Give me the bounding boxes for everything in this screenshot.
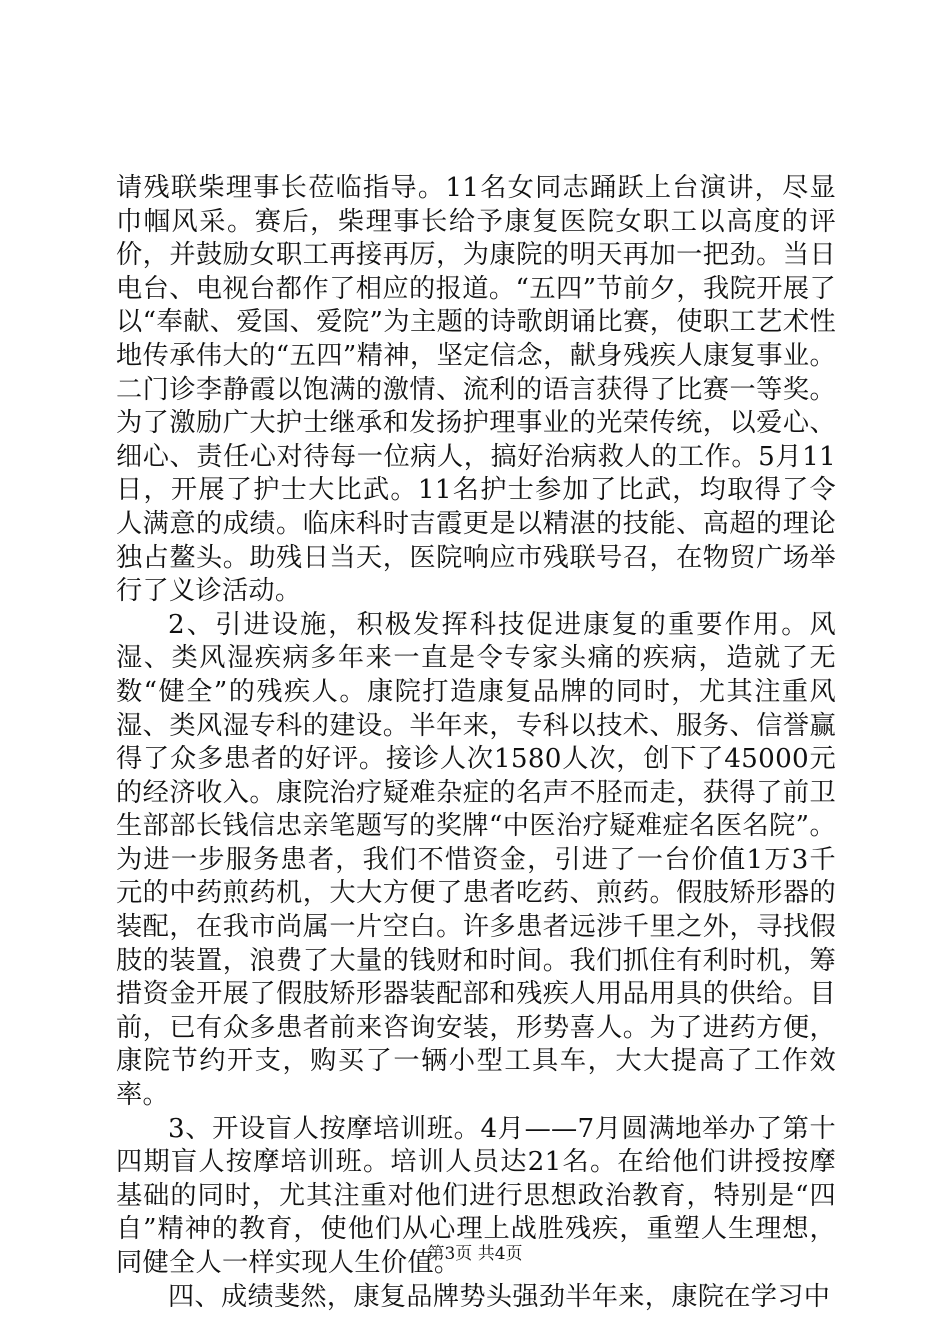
paragraph-1: 请残联柴理事长莅临指导。11名女同志踊跃上台演讲，尽显巾帼风采。赛后，柴理事长给予康复医院女职工以高度的评价，并鼓励女职工再接再厉，为康院的明天再加一把劲。当日电台、电视台都作了相应的报道。“五四”节前夕，我院开展了以“奉献、爱国、爱院”为主题的诗歌朗诵比赛，使职工艺术性地传承伟大的“五四”精神，坚定信念，献身残疾人康复事业。二门诊李静霞以饱满的激情、流利的语言获得了比赛一等奖。为了激励广大护士继承和发扬护理事业的光荣传统，以爱心、细心、责任心对待每一位病人，搞好治病救人的工作。5月11日，开展了护士大比武。11名护士参加了比武，均取得了令人满意的成绩。临床科时吉霞更是以精湛的技能、高超的理论独占鳌头。助残日当天，医院响应市残联号召，在物贸广场举行了义诊活动。 (116, 173, 836, 607)
paragraph-2: 2、引进设施，积极发挥科技促进康复的重要作用。风湿、类风湿疾病多年来一直是令专家头痛的疾病，造就了无数“健全”的残疾人。康院打造康复品牌的同时，尤其注重风湿、类风湿专科的建设。半年来，专科以技术、服务、信誉赢得了众多患者的好评。接诊人次1580人次，创下了45000元的经济收入。康院治疗疑难杂症的名声不胫而走，获得了前卫生部部长钱信忠亲笔题写的奖牌“中医治疗疑难症名医名院”。为进一步服务患者，我们不惜资金，引进了一台价值1万3千元的中药煎药机，大大方便了患者吃药、煎药。假肢矫形器的装配，在我市尚属一片空白。许多患者远涉千里之外，寻找假肢的装置，浪费了大量的钱财和时间。我们抓住有利时机，筹措资金开展了假肢矫形器装配部和残疾人用品用具的供给。目前，已有众多患者前来咨询安装，形势喜人。为了进药方便，康院节约开支，购买了一辆小型工具车，大大提高了工作效率。 (116, 609, 836, 1111)
body-text (116, 172, 836, 1314)
paragraph-3: 3、开设盲人按摩培训班。4月——7月圆满地举办了第十四期盲人按摩培训班。培训人员达21名。在给他们讲授按摩基础的同时，尤其注重对他们进行思想政治教育，特别是“四自”精神的教育，使他们从心理上战胜残疾，重塑人生理想，同健全人一样实现人生价值。 (116, 1113, 836, 1278)
paragraph-4: 四、成绩斐然，康复品牌势头强劲半年来，康院在学习中 (168, 1281, 831, 1312)
page-footer: 第3页 共4页 (427, 1244, 523, 1264)
